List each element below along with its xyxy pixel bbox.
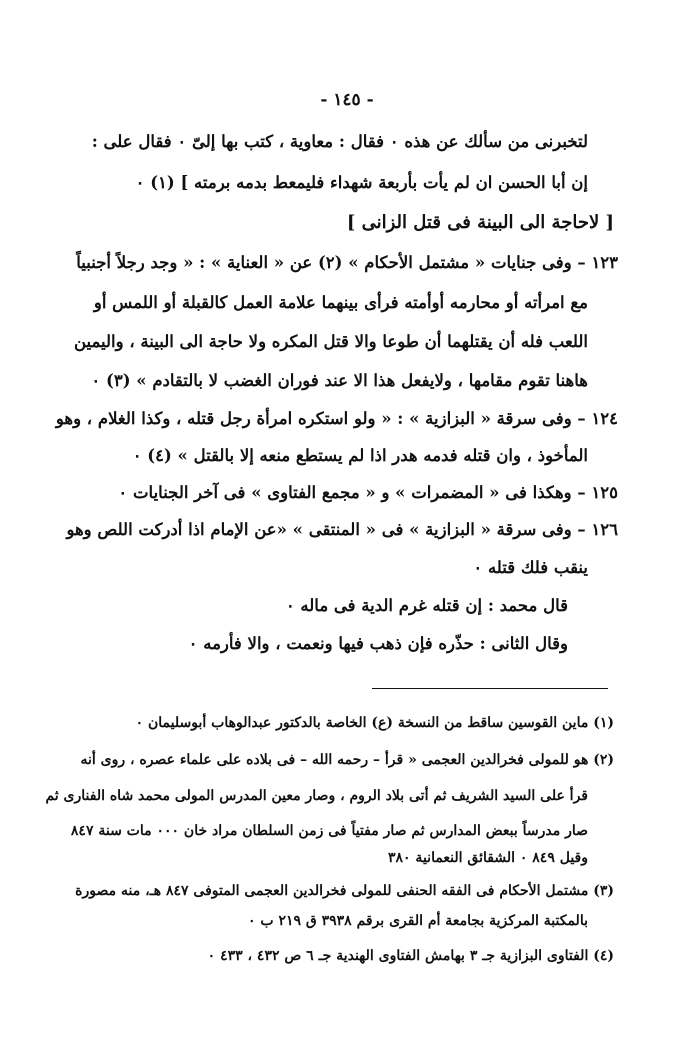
footnote-line: وقيل ٨٤٩ ٠ الشقائق النعمانية ٣٨٠ [388,850,588,866]
body-line: إن أبا الحسن ان لم يأت بأربعة شهداء فليمعط بدمه برمته ] (١) ٠ [135,173,588,192]
body-line: اللعب فله أن يقتلهما أن طوعا والا قتل المكره ولا حاجة الى البينة ، واليمين [73,332,588,351]
body-line: هاهنا تقوم مقامها ، ولايفعل هذا الا عند فوران الغضب لا بالتقادم » (٣) ٠ [91,371,588,390]
footnote-line: بالمكتبة المركزية بجامعة أم القرى برقم ٣٩٣٨ ق ٢١٩ ب ٠ [247,913,588,929]
footnote-separator [372,688,608,689]
body-line: مع امرأته أو محارمه أوأمته فرأى بينهما علامة العمل كالقبلة أو اللمس أو [93,293,588,312]
body-line: ١٢٣ – وفى جنايات « مشتمل الأحكام » (٢) عن « العناية » : « وجد رجلاً أجنبياً [76,253,618,272]
footnote-line: (٢) هو للمولى فخرالدين العجمى « قرأ – رحمه الله – فى بلاده على علماء عصره ، روى أنه [80,752,614,768]
footnote-line: (٤) الفتاوى البزازية جـ ٣ بهامش الفتاوى الهندية جـ ٦ ص ٤٣٢ ، ٤٣٣ ٠ [207,948,614,964]
footnote-line: قرأ على السيد الشريف ثم أتى بلاد الروم ، وصار معين المدرس المولى محمد شاه الفنارى ثم [45,788,588,804]
body-line: قال محمد : إن قتله غرم الدية فى ماله ٠ [285,596,568,615]
body-line: وقال الثانى : حذّره فإن ذهب فيها ونعمت ، والا فأرمه ٠ [188,634,568,653]
body-line: ينقب فلك قتله ٠ [473,558,588,577]
footnote-line: صار مدرساً ببعض المدارس ثم صار مفتياً فى زمن السلطان مراد خان ٠٠٠ مات سنة ٨٤٧ [70,823,588,839]
body-line: ١٢٤ – وفى سرقة « البزازية » : « ولو استكره امرأة رجل قتله ، وكذا الغلام ، وهو [55,409,618,428]
footnote-line: (٣) مشتمل الأحكام فى الفقه الحنفى للمولى فخرالدين العجمى المتوفى ٨٤٧ هـ، منه مصورة [75,883,614,899]
body-line: لتخبرنى من سألك عن هذه ٠ فقال : معاوية ، كتب بها إلىّ ٠ فقال على : [91,132,588,151]
body-line: المأخوذ ، وان قتله فدمه هدر اذا لم يستطع منعه إلا بالقتل » (٤) ٠ [132,446,588,465]
body-line: ١٢٥ – وهكذا فى « المضمرات » و « مجمع الفتاوى » فى آخر الجنايات ٠ [118,483,618,502]
page-number: - ١٤٥ - [320,90,374,110]
footnote-line: (١) ماين القوسين ساقط من النسخة (ع) الخاصة بالدكتور عبدالوهاب أبوسليمان ٠ [135,715,614,731]
section-heading: [ لاحاجة الى البينة فى قتل الزانى ] [346,212,614,233]
body-line: ١٢٦ – وفى سرقة « البزازية » فى « المنتقى » «عن الإمام اذا أدركت اللص وهو [66,520,618,539]
